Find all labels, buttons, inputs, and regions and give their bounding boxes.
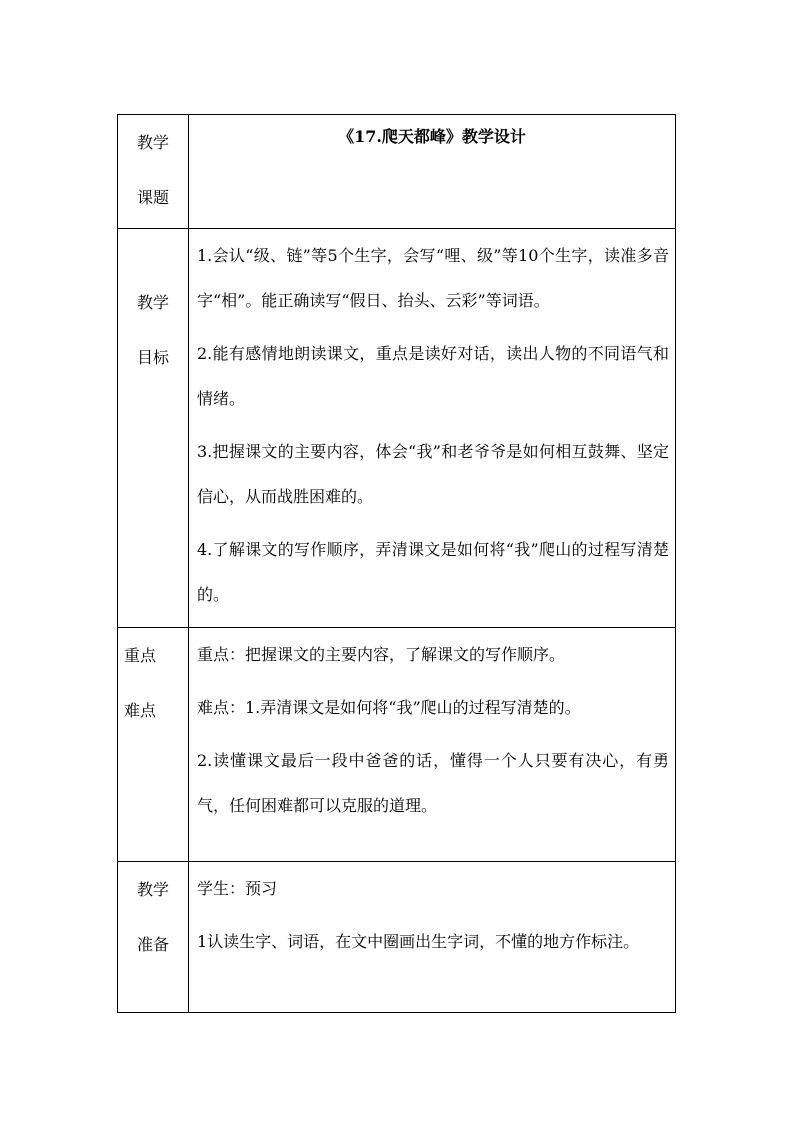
lesson-plan-table: [117, 114, 676, 1013]
label-cell-key-points: [118, 628, 189, 862]
label-line-1: 教学: [136, 880, 169, 899]
goal-paragraph: 2.能有感情地朗读课文，重点是读好对话，读出人物的不同语气和情绪。: [197, 344, 669, 408]
label-cell-preparation: [118, 862, 189, 1013]
goal-paragraph: 4.了解课文的写作顺序，弄清课文是如何将“我”爬山的过程写清楚的。: [197, 540, 669, 604]
goal-paragraph: 1.会认“级、链”等5个生字，会写“哩、级”等10个生字，读准多音字“相”。能正确读写“假日、抬头、云彩”等词语。: [197, 246, 669, 310]
content-cell-key-points: [189, 628, 676, 862]
row-teaching-goals: [118, 229, 676, 628]
label-line-1: 教学: [136, 133, 169, 152]
content-cell-topic: [189, 115, 676, 229]
row-key-difficult-points: [118, 628, 676, 862]
content-cell-preparation: [189, 862, 676, 1013]
preparation-paragraph: 1认读生字、词语，在文中圈画出生字词，不懂的地方作标注。: [197, 932, 640, 951]
key-point-paragraph: 重点：把握课文的主要内容，了解课文的写作顺序。: [197, 645, 566, 664]
goal-paragraph: 3.把握课文的主要内容，体会“我”和老爷爷是如何相互鼓舞、坚定信心，从而战胜困难的。: [197, 442, 669, 506]
row-teaching-preparation: [118, 862, 676, 1013]
difficult-point-paragraph: 2.读懂课文最后一段中爸爸的话，懂得一个人只要有决心，有勇气，任何困难都可以克服的道理。: [197, 751, 669, 815]
lesson-title: 《17.爬天都峰》教学设计: [338, 127, 526, 146]
label-line-2: 准备: [136, 935, 169, 954]
label-line-2: 目标: [136, 348, 169, 367]
label-line-1: 重点: [124, 646, 157, 665]
difficult-point-paragraph: 难点：1.弄清课文是如何将“我”爬山的过程写清楚的。: [197, 698, 581, 717]
label-cell-goals: [118, 229, 189, 628]
label-line-1: 教学: [136, 293, 169, 312]
row-lesson-topic: [118, 115, 676, 229]
label-line-2: 难点: [124, 701, 157, 720]
label-line-2: 课题: [136, 188, 169, 207]
content-cell-goals: [189, 229, 676, 628]
label-cell-topic: [118, 115, 189, 229]
preparation-paragraph: 学生：预习: [197, 879, 278, 898]
